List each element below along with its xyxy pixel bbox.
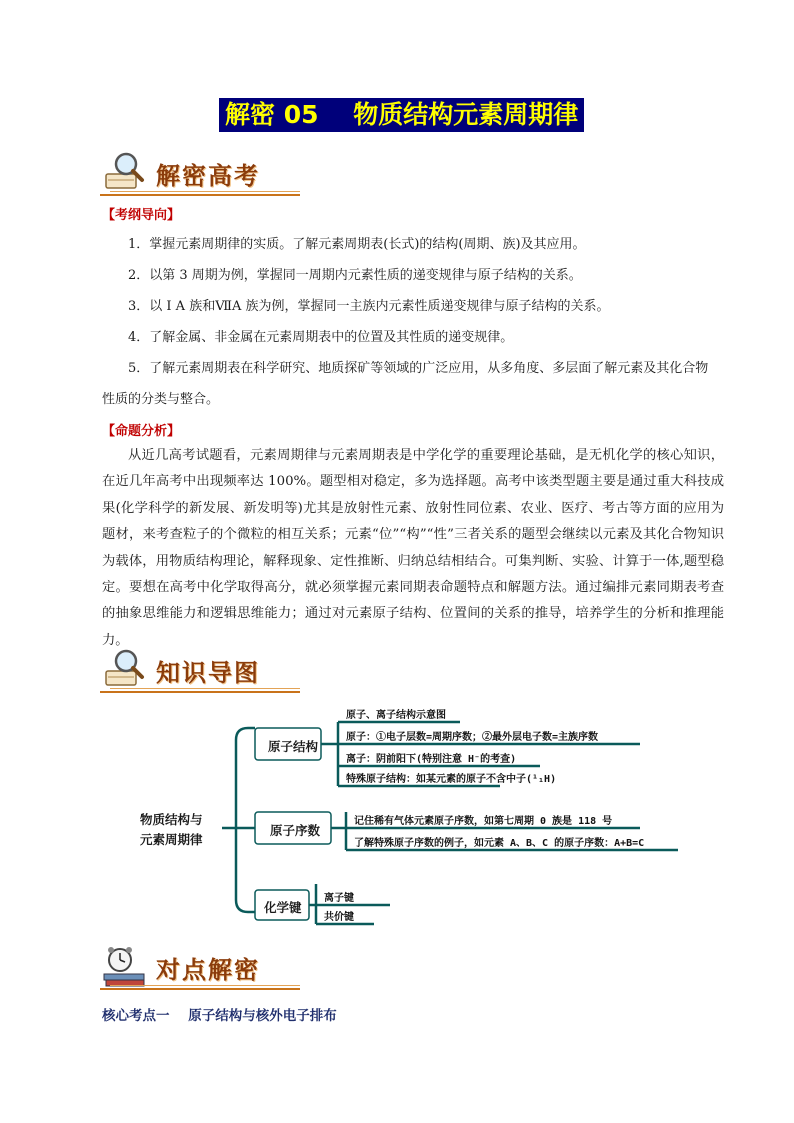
leaf-node: 原子：①电子层数=周期序数；②最外层电子数=主族序数 [346, 732, 599, 743]
outline-item: 5．了解元素周期表在科学研究、地质探矿等领域的广泛应用，从多角度、多层面了解元素及其化合物 [128, 361, 709, 376]
analysis-paragraph: 从近几高考试题看，元素周期律与元素周期表是中学化学的重要理论基础，是无机化学的核心知识，在近几年高考中出现频率达 100%。题型相对稳定，多为选择题。高考中该类型题主要是通过重大科技成果(化学科学的新发展、新发明等)尤其是放射性元素、放射性同位素、农业、医疗、考古等方面的应用为题材，来考查粒子的个微粒的相互关系；元素“位”“构”“性”三者关系的题型会继续以元素及其化合物知识为载体，用物质结构理论，解释现象、定性推断、归纳总结相结合。可集判断、实验、计算于一体,题型稳定。要想在高考中化学取得高分，就必须掌握元素同期表命题特点和解题方法。通过编排元素同期表考查的抽象思维能力和逻辑思维能力；通过对元素原子结构、位置间的关系的推导，培养学生的分析和推理能力。 [102, 448, 724, 648]
outline-item: 性质的分类与整合。 [102, 392, 220, 407]
outline-list [102, 229, 722, 415]
leaf-node: 离子：阴前阳下(特别注意 H⁻的考查) [346, 754, 517, 765]
outline-item: 3．以 I A 族和ⅦA 族为例，掌握同一主族内元素性质递变规律与原子结构的关系。 [128, 299, 610, 314]
leaf-node: 离子键 [324, 893, 354, 904]
analysis-tag: 【命题分析】 [102, 424, 181, 439]
branch-chemical-bond: 化学键 [264, 900, 302, 915]
section-label: 知识导图 [156, 659, 260, 687]
magnifier-book-icon [100, 647, 148, 691]
mind-map [140, 700, 700, 940]
magnifier-book-icon [100, 150, 148, 194]
outline-item: 4．了解金属、非金属在元素周期表中的位置及其性质的递变规律。 [128, 330, 514, 345]
section-banner-knowledge-map [100, 645, 300, 693]
leaf-node: 原子、离子结构示意图 [346, 710, 446, 721]
clock-books-icon [100, 944, 148, 988]
core-point-heading: 核心考点一 原子结构与核外电子排布 [102, 1008, 337, 1024]
section-label: 解密高考 [156, 162, 260, 190]
branch-atomic-structure: 原子结构 [268, 739, 319, 754]
page-title: 解密 05 物质结构元素周期律 [219, 98, 584, 132]
outline-tag: 【考纲导向】 [102, 208, 181, 223]
section-banner-decrypt-exam [100, 148, 300, 196]
section-label: 对点解密 [156, 956, 260, 984]
outline-item: 1．掌握元素周期律的实质。了解元素周期表(长式)的结构(周期、族)及其应用。 [128, 237, 586, 252]
section-banner-point-decrypt [100, 942, 300, 990]
leaf-node: 特殊原子结构：如某元素的原子不含中子(¹₁H) [346, 774, 557, 785]
outline-item: 2．以第 3 周期为例，掌握同一周期内元素性质的递变规律与原子结构的关系。 [128, 268, 582, 283]
leaf-node: 记住稀有气体元素原子序数，如第七周期 0 族是 118 号 [354, 816, 613, 827]
leaf-node: 共价键 [324, 912, 354, 923]
leaf-node: 了解特殊原子序数的例子，如元素 A、B、C 的原子序数：A+B=C [354, 838, 645, 849]
branch-atomic-number: 原子序数 [270, 823, 321, 838]
mind-map-root: 物质结构与 元素周期律 [140, 812, 203, 847]
